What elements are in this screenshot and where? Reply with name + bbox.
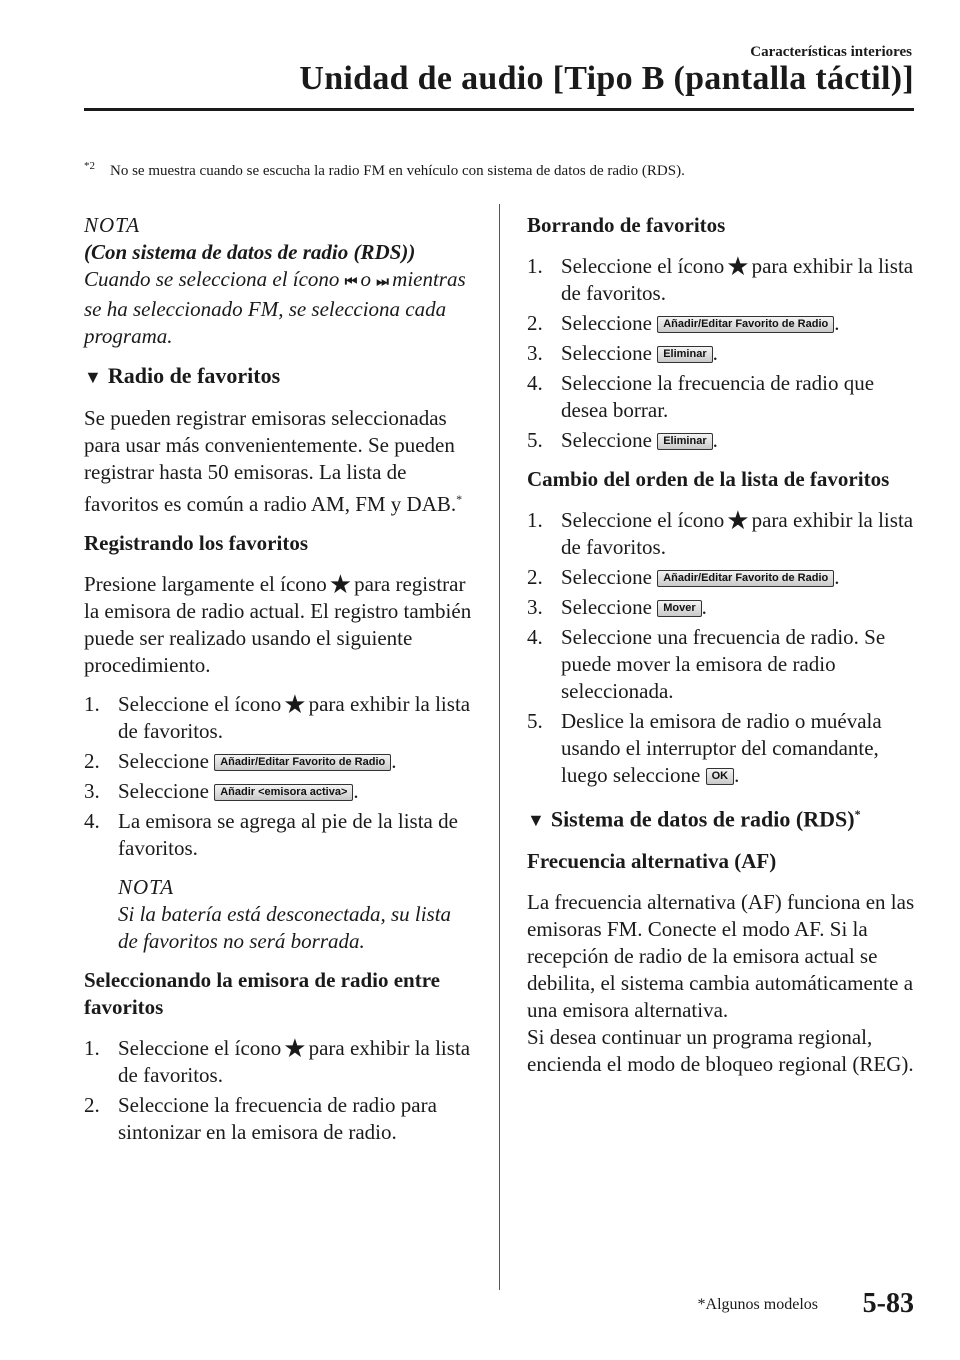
- step-text: Seleccione el ícono: [118, 1036, 282, 1060]
- borrando-steps: [527, 253, 919, 454]
- star-icon: ★: [283, 1034, 307, 1063]
- list-item: 5. Deslice la emisora de radio o muévala usando el interruptor del comandante, luego seleccione OK .: [527, 709, 882, 787]
- star-icon: ★: [726, 252, 750, 281]
- move-button[interactable]: Mover: [657, 600, 701, 617]
- heading-radio-favoritos: [84, 362, 476, 391]
- footnote: [84, 160, 685, 180]
- footer-note: *Algunos modelos: [697, 1296, 818, 1313]
- delete-button[interactable]: Eliminar: [657, 433, 712, 450]
- nota-text-b: mientras se ha seleccionado FM, se selecciona cada programa.: [84, 267, 466, 348]
- step-number: 1.: [84, 692, 100, 716]
- asterisk-mark: *: [854, 807, 861, 821]
- nota-title: NOTA: [84, 213, 141, 237]
- step-text: para exhibir la lista de favoritos.: [118, 1036, 471, 1087]
- star-icon: ★: [283, 690, 307, 719]
- step-text: Seleccione: [561, 595, 652, 619]
- section-label: Características interiores: [750, 44, 912, 60]
- step-number: 2.: [84, 1093, 100, 1117]
- heading-rds: [527, 801, 919, 834]
- nota-text: [84, 266, 476, 350]
- triangle-icon: ▼: [527, 810, 545, 831]
- footnote-mark: *2: [84, 160, 95, 172]
- step-text: Seleccione: [561, 341, 652, 365]
- page-number: 5-83: [862, 1288, 914, 1319]
- registrando-intro-a: Presione largamente el ícono: [84, 572, 327, 596]
- af-text-1: La frecuencia alternativa (AF) funciona en las emisoras FM. Conecte el modo AF. Si la recepción de radio de la emisora actual se debilita, el sistema cambia automáticamente a una emisora alternativa.: [527, 890, 915, 1023]
- star-icon: ★: [726, 506, 750, 535]
- step-number: 4.: [527, 371, 543, 395]
- list-item: 3. Seleccione Eliminar .: [527, 341, 718, 365]
- registrando-intro: [84, 571, 476, 679]
- step-number: 2.: [84, 749, 100, 773]
- column-divider: [499, 204, 500, 1290]
- cambio-steps: [527, 507, 919, 789]
- nota2-title: NOTA: [118, 875, 175, 899]
- add-edit-favorite-button[interactable]: Añadir/Editar Favorito de Radio: [214, 754, 391, 771]
- step-text: para exhibir la lista de favoritos.: [561, 508, 914, 559]
- step-text: Seleccione la frecuencia de radio para sintonizar en la emisora de radio.: [118, 1093, 437, 1144]
- ok-button[interactable]: OK: [706, 768, 735, 785]
- right-column: [527, 212, 919, 1090]
- step-number: 2.: [527, 311, 543, 335]
- heading-borrando: Borrando de favoritos: [527, 213, 726, 237]
- seek-prev-icon: ⏮: [344, 274, 356, 290]
- step-text: Seleccione: [118, 749, 209, 773]
- list-item: 2. Seleccione Añadir/Editar Favorito de Radio .: [527, 565, 840, 589]
- step-text: La emisora se agrega al pie de la lista de favoritos.: [118, 809, 458, 860]
- step-text: Seleccione: [561, 565, 652, 589]
- list-item: 3. Seleccione Añadir <emisora activa> .: [84, 779, 359, 803]
- star-icon: ★: [328, 570, 353, 599]
- step-text: para exhibir la lista de favoritos.: [561, 254, 914, 305]
- nota-text-o: o: [360, 267, 372, 291]
- list-item: [527, 507, 919, 561]
- nota-text-a: Cuando se selecciona el ícono: [84, 267, 340, 291]
- step-text: Seleccione: [561, 428, 652, 452]
- list-item: 5. Seleccione Eliminar .: [527, 428, 718, 452]
- heading-registrando: Registrando los favoritos: [84, 531, 308, 555]
- nota2-text: Si la batería está desconectada, su lista de favoritos no será borrada.: [118, 902, 452, 953]
- add-edit-favorite-button[interactable]: Añadir/Editar Favorito de Radio: [657, 316, 834, 333]
- af-text-2: Si desea continuar un programa regional, encienda el modo de bloqueo regional (REG).: [527, 1025, 914, 1077]
- list-item: [84, 1092, 476, 1146]
- seek-next-icon: ⏭: [376, 274, 387, 290]
- step-text: Seleccione la frecuencia de radio que desea borrar.: [561, 371, 875, 422]
- radio-favoritos-text: [84, 405, 476, 518]
- triangle-icon: ▼: [84, 367, 102, 387]
- heading-seleccionando: Seleccionando la emisora de radio entre favoritos: [84, 968, 440, 1019]
- list-item: [84, 808, 476, 862]
- page-title: Unidad de audio [Tipo B (pantalla táctil)]: [299, 60, 914, 97]
- step-number: 4.: [84, 809, 100, 833]
- step-number: 3.: [527, 595, 543, 619]
- step-text: para exhibir la lista de favoritos.: [118, 692, 471, 743]
- list-item: [84, 691, 476, 745]
- heading-radio-favoritos-text: Radio de favoritos: [107, 363, 281, 388]
- step-text: Deslice la emisora de radio o muévala usando el interruptor del comandante, luego seleccione: [561, 709, 882, 787]
- step-number: 1.: [527, 254, 543, 278]
- step-number: 4.: [527, 625, 543, 649]
- step-number: 3.: [84, 779, 100, 803]
- step-text: Seleccione el ícono: [118, 692, 282, 716]
- step-text: Seleccione el ícono: [561, 508, 725, 532]
- radio-favoritos-body: Se pueden registrar emisoras seleccionadas para usar más convenientemente. Se pueden registrar hasta 50 emisoras. La lista de favoritos es común a radio AM, FM y DAB.: [84, 406, 457, 516]
- list-item: [527, 624, 919, 705]
- step-text: Seleccione: [561, 311, 652, 335]
- seleccionando-steps: [84, 1035, 476, 1146]
- step-text: Seleccione: [118, 779, 209, 803]
- title-rule: [84, 108, 914, 111]
- list-item: [84, 1035, 476, 1089]
- list-item: 3. Seleccione Mover .: [527, 595, 707, 619]
- asterisk-mark: *: [456, 492, 463, 506]
- registrando-intro-b: para registrar la emisora de radio actual. El registro también puede ser realizado usando el siguiente procedimiento.: [84, 572, 472, 677]
- add-active-station-button[interactable]: Añadir <emisora activa>: [214, 784, 353, 801]
- add-edit-favorite-button[interactable]: Añadir/Editar Favorito de Radio: [657, 570, 834, 587]
- step-number: 1.: [527, 508, 543, 532]
- heading-cambio: Cambio del orden de la lista de favoritos: [527, 467, 890, 491]
- step-text: Seleccione el ícono: [561, 254, 725, 278]
- list-item: 2. Seleccione Añadir/Editar Favorito de Radio .: [527, 311, 840, 335]
- footnote-text: No se muestra cuando se escucha la radio FM en vehículo con sistema de datos de radio (RDS).: [110, 163, 685, 179]
- delete-button[interactable]: Eliminar: [657, 346, 712, 363]
- step-text: Seleccione una frecuencia de radio. Se puede mover la emisora de radio seleccionada.: [561, 625, 886, 703]
- left-column: [84, 212, 476, 1158]
- registrando-steps: [84, 691, 476, 862]
- heading-af: Frecuencia alternativa (AF): [527, 849, 777, 874]
- list-item: [527, 370, 919, 424]
- step-number: 1.: [84, 1036, 100, 1060]
- step-number: 5.: [527, 709, 543, 733]
- step-number: 2.: [527, 565, 543, 589]
- step-number: 3.: [527, 341, 543, 365]
- list-item: 2. Seleccione Añadir/Editar Favorito de Radio .: [84, 749, 397, 773]
- nota-subtitle: (Con sistema de datos de radio (RDS)): [84, 240, 416, 264]
- step-number: 5.: [527, 428, 543, 452]
- list-item: [527, 253, 919, 307]
- heading-rds-text: Sistema de datos de radio (RDS): [550, 806, 855, 832]
